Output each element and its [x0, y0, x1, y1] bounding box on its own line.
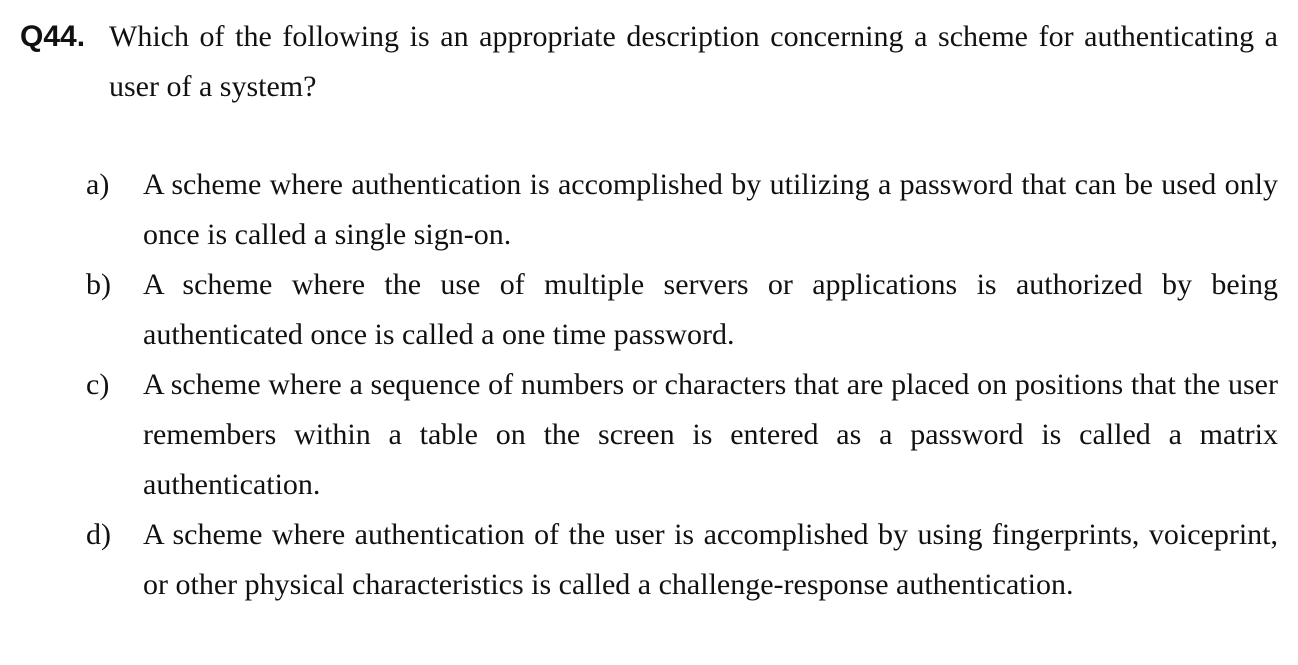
option-text: A scheme where authentication of the user is accomplished by using fingerprints, voiceprint, or other physical characteristics is called a challenge-response authentication.	[143, 518, 1278, 601]
option-c	[86, 360, 1278, 510]
option-text: A scheme where a sequence of numbers or characters that are placed on positions that the user remembers within a table on the screen is entered as a password is called a matrix authentication.	[143, 368, 1278, 501]
question-block	[20, 12, 1278, 112]
option-label: a)	[86, 168, 110, 201]
option-label: c)	[86, 368, 110, 401]
option-a	[86, 160, 1278, 260]
option-b	[86, 260, 1278, 360]
answer-options	[86, 160, 1278, 610]
question-row	[20, 12, 1278, 112]
option-text: A scheme where the use of multiple servers or applications is authorized by being authenticated once is called a one time password.	[143, 268, 1278, 351]
option-text: A scheme where authentication is accomplished by utilizing a password that can be used only once is called a single sign-on.	[143, 168, 1278, 251]
option-label: b)	[86, 268, 111, 301]
question-number: Q44.	[20, 20, 86, 53]
question-text: Which of the following is an appropriate description concerning a scheme for authenticating a user of a system?	[109, 20, 1278, 103]
option-label: d)	[86, 518, 111, 551]
option-d	[86, 510, 1278, 610]
